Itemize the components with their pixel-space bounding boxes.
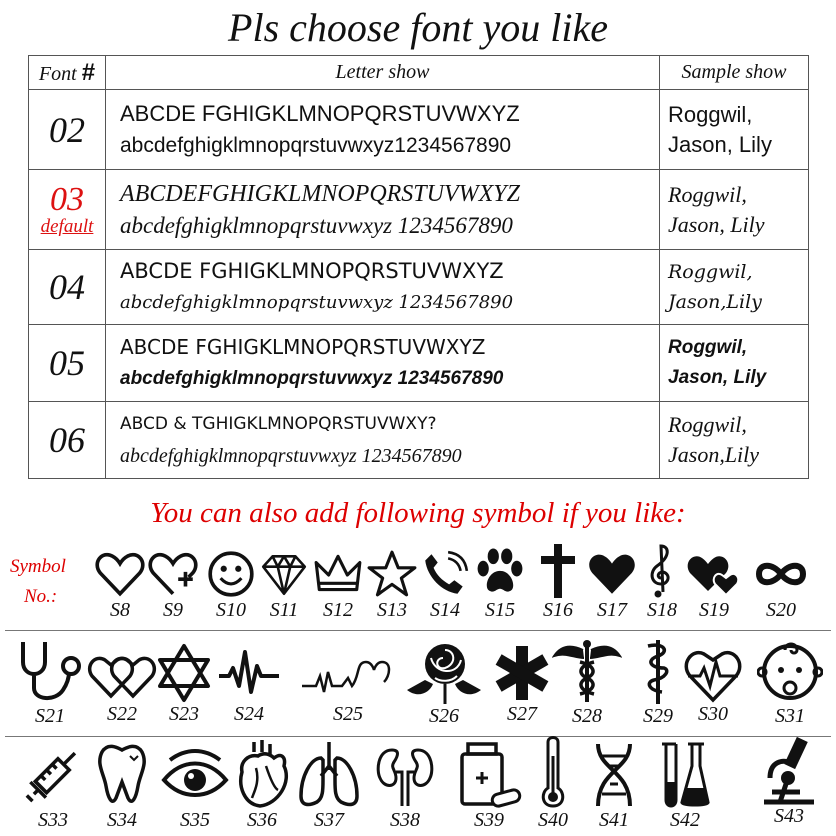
star-icon — [366, 548, 418, 600]
treble-clef-icon — [647, 542, 677, 600]
symbol-s39[interactable] — [456, 740, 522, 830]
symbol-code: S42 — [670, 809, 700, 831]
sample-line-2: Jason, Lily — [668, 367, 767, 388]
header-sample-show: Sample show — [660, 56, 809, 90]
symbol-code: S31 — [775, 705, 805, 727]
symbol-code: S12 — [323, 599, 353, 621]
symbol-code: S15 — [485, 599, 515, 621]
sample-line-1: Roggwil, — [668, 101, 753, 127]
uppercase-sample: ABCDE FGHIGKLMNOPQRSTUVWXYZ — [120, 335, 486, 359]
paw-icon — [472, 544, 528, 600]
symbol-promo-text: You can also add following symbol if you like: — [150, 497, 686, 529]
symbol-code: S39 — [474, 809, 504, 831]
symbol-s28[interactable] — [552, 636, 622, 726]
sample-line-1: Roggwil, — [668, 181, 747, 207]
heart-plus-icon — [147, 548, 199, 600]
lungs-icon — [297, 740, 361, 810]
symbol-label-line2: No.: — [24, 586, 58, 607]
heart-pulse-icon — [682, 644, 744, 704]
letter-show — [106, 90, 660, 170]
letter-show — [106, 250, 660, 325]
symbol-s29[interactable] — [630, 636, 686, 726]
symbol-code: S29 — [643, 705, 673, 727]
sample-line-1: Roggwil, — [668, 412, 747, 437]
cross-icon — [533, 542, 583, 600]
page-title: Pls choose font you like — [228, 5, 608, 50]
sample-line-1: Roggwil, — [668, 337, 748, 358]
uppercase-sample: ABCD & TGHIGKLMNOPQRSTUVWXY? — [120, 414, 437, 434]
symbol-s37[interactable] — [296, 740, 362, 830]
letter-show — [106, 402, 660, 479]
symbol-code: S22 — [107, 703, 137, 725]
symbol-code: S35 — [180, 809, 210, 831]
caduceus-icon — [552, 636, 622, 706]
symbol-code: S38 — [390, 809, 420, 831]
symbol-s26[interactable] — [404, 636, 484, 726]
symbol-s15[interactable] — [470, 544, 530, 620]
microscope-icon — [756, 734, 822, 806]
symbol-code: S23 — [169, 703, 199, 725]
medicine-bottle-icon — [456, 740, 522, 810]
uppercase-sample: ABCDE FGHIGKLMNOPQRSTUVWXYZ — [120, 259, 504, 283]
sample-show — [660, 402, 809, 479]
lab-flasks-icon — [652, 740, 718, 810]
font-row-05[interactable] — [29, 325, 809, 402]
symbol-s16[interactable] — [530, 542, 586, 620]
symbol-s36[interactable] — [232, 738, 292, 830]
heart-outline-icon — [94, 548, 146, 600]
symbol-s14[interactable] — [417, 548, 473, 620]
symbol-code: S36 — [247, 809, 277, 831]
symbol-code: S18 — [647, 599, 677, 621]
symbol-code: S21 — [35, 705, 65, 727]
tooth-icon — [94, 740, 150, 810]
anatomical-heart-icon — [234, 738, 290, 810]
font-row-04[interactable] — [29, 250, 809, 325]
uppercase-sample: ABCDE FGHIGKLMNOPQRSTUVWXYZ — [120, 100, 520, 126]
font-table — [28, 55, 809, 479]
syringe-icon — [18, 740, 88, 810]
header-font: Font # — [29, 56, 106, 90]
lowercase-sample: abcdefghigklmnopqrstuvwxyz 1234567890 — [120, 445, 462, 467]
symbol-code: S20 — [766, 599, 796, 621]
heartbeat-heart-line-icon — [300, 642, 396, 704]
symbol-code: S8 — [110, 599, 130, 621]
symbol-s11[interactable] — [256, 548, 312, 620]
symbol-s35[interactable] — [160, 744, 230, 830]
symbol-number-label — [10, 552, 66, 612]
row-divider — [5, 736, 831, 737]
sample-line-1: Roggwil, — [668, 261, 753, 283]
sample-show — [660, 250, 809, 325]
symbol-s30[interactable] — [680, 644, 746, 724]
rose-icon — [405, 636, 483, 706]
symbol-s41[interactable] — [584, 740, 644, 830]
star-of-david-icon — [156, 642, 212, 704]
sample-show — [660, 90, 809, 170]
font-number — [29, 170, 106, 250]
row-divider — [5, 630, 831, 631]
symbol-s42[interactable] — [650, 740, 720, 830]
symbol-code: S11 — [269, 599, 299, 621]
sample-show — [660, 170, 809, 250]
lowercase-sample: abcdefghigklmnopqrstuvwxyz 1234567890 — [120, 368, 504, 389]
symbol-s22[interactable] — [84, 648, 160, 724]
font-row-02[interactable] — [29, 90, 809, 170]
kidneys-icon — [374, 740, 436, 810]
symbol-s25[interactable] — [282, 642, 414, 724]
symbol-s38[interactable] — [372, 740, 438, 830]
symbol-code: S28 — [572, 705, 602, 727]
diamond-icon — [258, 548, 310, 600]
symbol-code: S34 — [107, 809, 137, 831]
symbol-s9[interactable] — [145, 548, 201, 620]
symbol-code: S14 — [430, 599, 460, 621]
thermometer-icon — [539, 736, 567, 810]
symbol-s43[interactable] — [752, 734, 826, 826]
crown-icon — [312, 548, 364, 600]
symbol-s40[interactable] — [530, 736, 576, 830]
lowercase-sample: abcdefghigklmnopqrstuvwxyz 1234567890 — [120, 292, 514, 313]
symbol-s23[interactable] — [156, 642, 212, 724]
phone-icon — [419, 548, 471, 600]
symbol-code: S16 — [543, 599, 573, 621]
symbol-code: S30 — [698, 703, 728, 725]
symbol-code: S17 — [597, 599, 627, 621]
symbol-code: S41 — [599, 809, 629, 831]
symbol-s18[interactable] — [640, 542, 684, 620]
rod-of-asclepius-icon — [640, 636, 676, 706]
symbol-code: S40 — [538, 809, 568, 831]
sample-line-2: Jason,Lily — [668, 442, 760, 467]
symbol-code: S10 — [216, 599, 246, 621]
symbol-s21[interactable] — [14, 638, 86, 726]
symbol-s12[interactable] — [310, 548, 366, 620]
font-row-06[interactable] — [29, 402, 809, 479]
symbol-s27[interactable] — [492, 642, 552, 724]
symbol-code: S37 — [314, 809, 344, 831]
font-number: 04 — [29, 250, 106, 325]
infinity-icon — [751, 548, 811, 600]
font-number: 05 — [29, 325, 106, 402]
font-number: 02 — [29, 90, 106, 170]
symbol-s19[interactable] — [684, 548, 744, 620]
baby-face-icon — [757, 638, 823, 706]
lowercase-sample: abcdefghigklmnopqrstuvwxyz 1234567890 — [120, 212, 513, 238]
symbol-s31[interactable] — [750, 638, 830, 726]
sample-line-2: Jason,Lily — [668, 291, 762, 313]
default-label: default — [40, 215, 94, 237]
lowercase-sample: abcdefghigklmnopqrstuvwxyz1234567890 — [120, 133, 512, 157]
eye-icon — [160, 744, 230, 810]
symbol-code: S9 — [163, 599, 183, 621]
sample-line-2: Jason, Lily — [668, 131, 772, 157]
font-number-default: 03 — [50, 180, 84, 218]
font-number: 06 — [29, 402, 106, 479]
dna-icon — [586, 740, 642, 810]
double-heart-icon — [686, 548, 742, 600]
two-hearts-icon — [85, 648, 159, 704]
letter-show — [106, 170, 660, 250]
symbol-s10[interactable] — [203, 548, 259, 620]
smiley-icon — [205, 548, 257, 600]
symbol-s34[interactable] — [92, 740, 152, 830]
symbol-s17[interactable] — [584, 548, 640, 620]
sample-line-2: Jason, Lily — [668, 211, 765, 237]
symbol-s20[interactable] — [748, 548, 814, 620]
symbol-code: S24 — [234, 703, 264, 725]
symbol-s13[interactable] — [364, 548, 420, 620]
symbol-code: S27 — [507, 703, 537, 725]
symbol-code: S43 — [774, 805, 804, 827]
symbol-s33[interactable] — [16, 740, 90, 830]
symbol-code: S25 — [333, 703, 363, 725]
symbol-code: S19 — [699, 599, 729, 621]
table-header — [29, 56, 809, 90]
sample-show — [660, 325, 809, 402]
heartbeat-line-icon — [217, 642, 281, 704]
symbol-s8[interactable] — [92, 548, 148, 620]
symbol-s24[interactable] — [216, 642, 282, 724]
symbol-code: S26 — [429, 705, 459, 727]
header-letter-show: Letter show — [106, 56, 660, 90]
symbol-code: S13 — [377, 599, 407, 621]
heart-filled-icon — [586, 548, 638, 600]
font-row-03[interactable] — [29, 170, 809, 250]
letter-show — [106, 325, 660, 402]
symbol-code: S33 — [38, 809, 68, 831]
stethoscope-icon — [15, 638, 85, 706]
uppercase-sample: ABCDEFGHIGKLMNOPQRSTUVWXYZ — [120, 180, 520, 207]
star-of-life-icon — [492, 642, 552, 704]
symbol-label-line1: Symbol — [10, 556, 66, 577]
